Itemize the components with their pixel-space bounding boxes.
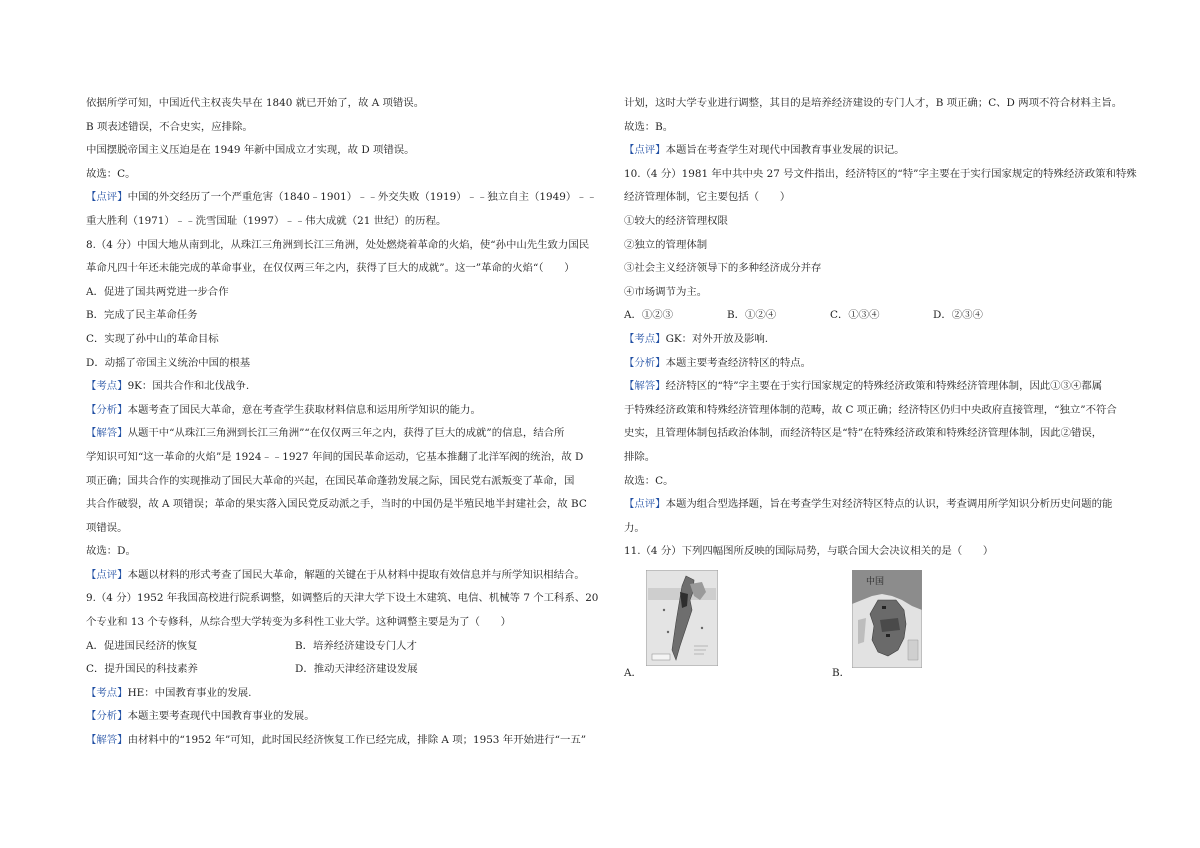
q10-options-row bbox=[624, 304, 1116, 328]
map-a-image bbox=[646, 570, 718, 666]
q8-stem-cont: 革命凡四十年还未能完成的革命事业，在仅仅两三年之内，获得了巨大的成就”。这一”革命的火焰“（ ） bbox=[86, 262, 575, 275]
kaodian-tag: 【考点】 bbox=[86, 380, 128, 393]
q10-jieda bbox=[624, 375, 1116, 399]
q10-option-b: B．①②④ bbox=[727, 309, 777, 322]
q10-option-c: C．①③④ bbox=[830, 309, 880, 322]
jieda-text: 由材料中的“1952 年”可知，此时国民经济恢复工作已经完成，排除 A 项；1953 年开始进行“一五” bbox=[127, 734, 587, 747]
kaodian-text: 9K：国共合作和北伐战争. bbox=[127, 380, 250, 393]
q8-kaodian bbox=[86, 375, 591, 399]
q8-dianping bbox=[86, 564, 591, 588]
kaodian-text: HE：中国教育事业的发展. bbox=[127, 686, 252, 699]
q9-dianping bbox=[624, 139, 1116, 163]
dianping-text: 本题以材料的形式考查了国民大革命，解题的关键在于从材料中提取有效信息并与所学知识相结合。 bbox=[127, 568, 585, 581]
q8-stem: 8.（4 分）中国大地从南到北，从珠江三角洲到长江三角洲，处处燃烧着革命的火焰，使“孙中山先生致力国民 bbox=[86, 238, 590, 251]
fenxi-text: 本题主要考查现代中国教育事业的发展。 bbox=[127, 710, 315, 723]
left-column bbox=[86, 92, 599, 753]
q8-option-a: A．促进了国共两党进一步合作 bbox=[86, 285, 229, 298]
jieda-tag: 【解答】 bbox=[624, 380, 666, 393]
q9-options-row bbox=[86, 658, 591, 682]
q10-option-d: D．②③④ bbox=[933, 309, 983, 322]
dianping-text: 本题为组合型选择题，旨在考查学生对经济特区特点的认识，考查调用所学知识分析历史问题的能 bbox=[665, 498, 1113, 511]
q9-option-b: B．培养经济建设专门人才 bbox=[295, 639, 417, 652]
q10-dianping bbox=[624, 493, 1116, 517]
q8-answer: 故选：D。 bbox=[86, 545, 136, 558]
q10-jieda-cont: 排除。 bbox=[624, 450, 656, 463]
jieda-text: 从题干中“从珠江三角洲到长江三角洲”“在仅仅两三年之内，获得了巨大的成就”的信息，结合所 bbox=[127, 427, 565, 440]
q10-item: ④市场调节为主。 bbox=[624, 285, 708, 298]
fenxi-tag: 【分析】 bbox=[624, 356, 666, 369]
q9-jieda-cont: 计划，这时大学专业进行调整，其目的是培养经济建设的专门人才，B 项正确；C、D 两项不符合材料主旨。 bbox=[624, 97, 1123, 109]
map-b-label: B． bbox=[832, 666, 851, 679]
q8-option-d: D．动摇了帝国主义统治中国的根基 bbox=[86, 356, 251, 369]
q8-option-b: B．完成了民主革命任务 bbox=[86, 309, 198, 322]
q8-option-c: C．实现了孙中山的革命目标 bbox=[86, 332, 219, 345]
q10-answer: 故选：C。 bbox=[624, 474, 674, 487]
comment-tag: 【点评】 bbox=[86, 191, 128, 204]
q11-stem: 11.（4 分）下列四幅图所反映的国际局势，与联合国大会决议相关的是（ ） bbox=[624, 545, 994, 558]
jieda-tag: 【解答】 bbox=[86, 427, 128, 440]
q8-jieda bbox=[86, 422, 591, 446]
fenxi-tag: 【分析】 bbox=[86, 710, 128, 723]
q9-option-d: D．推动天津经济建设发展 bbox=[295, 663, 418, 676]
q10-item: ①较大的经济管理权限 bbox=[624, 214, 728, 227]
q10-option-a: A．①②③ bbox=[624, 309, 674, 322]
text-line: B 项表述错误，不合史实，应排除。 bbox=[86, 120, 253, 133]
q10-stem-cont: 经济管理体制，它主要包括（ ） bbox=[624, 191, 791, 204]
dianping-text: 本题旨在考查学生对现代中国教育事业发展的识记。 bbox=[665, 144, 905, 157]
q10-kaodian bbox=[624, 328, 1116, 352]
q9-option-c: C．提升国民的科技素养 bbox=[86, 663, 198, 676]
map-a-label: A． bbox=[624, 666, 642, 679]
q9-kaodian bbox=[86, 682, 591, 706]
q10-dianping-cont: 力。 bbox=[624, 521, 645, 534]
fenxi-text: 本题考查了国民大革命，意在考查学生获取材料信息和运用所学知识的能力。 bbox=[127, 403, 481, 416]
answer-line: 故选：C。 bbox=[86, 167, 136, 180]
comment-text: 中国的外交经历了一个严重危害（1840﹣1901）﹣﹣外交失败（1919）﹣﹣独立自主（1949）﹣﹣ bbox=[127, 191, 598, 204]
q9-option-a: A．促进国民经济的恢复 bbox=[86, 639, 198, 652]
q7-comment-cont: 重大胜利（1971）﹣﹣洗雪国耻（1997）﹣﹣伟大成就（21 世纪）的历程。 bbox=[86, 214, 447, 227]
q10-jieda-cont: 于特殊经济政策和特殊经济管理体制的范畴，故 C 项正确；经济特区仍归中央政府直接管理，“独立”不符合 bbox=[624, 403, 1117, 416]
q8-fenxi bbox=[86, 399, 591, 423]
fenxi-tag: 【分析】 bbox=[86, 403, 128, 416]
q9-answer: 故选：B。 bbox=[624, 120, 674, 133]
kaodian-tag: 【考点】 bbox=[624, 332, 666, 345]
q8-jieda-cont: 项正确；国共合作的实现推动了国民大革命的兴起，在国民革命蓬勃发展之际，国民党右派叛变了革命，国 bbox=[86, 474, 575, 487]
dianping-tag: 【点评】 bbox=[86, 568, 128, 581]
q10-item: ③社会主义经济领导下的多种经济成分并存 bbox=[624, 262, 822, 275]
map-b-caption: 中国 bbox=[866, 576, 885, 587]
q7-comment bbox=[86, 186, 598, 210]
q9-options-row bbox=[86, 635, 591, 659]
q8-jieda-cont: 学知识可知“这一革命的火焰”是 1924﹣﹣1927 年间的国民革命运动，它基本推翻了北洋军阀的统治，故 D bbox=[86, 450, 584, 463]
dianping-tag: 【点评】 bbox=[624, 144, 666, 157]
q10-stem: 10.（4 分）1981 年中共中央 27 号文件指出，经济特区的“特”字主要在于实行国家规定的特殊经济政策和特殊 bbox=[624, 167, 1137, 180]
q9-fenxi bbox=[86, 705, 591, 729]
text-line: 中国摆脱帝国主义压迫是在 1949 年新中国成立才实现，故 D 项错误。 bbox=[86, 144, 415, 157]
kaodian-tag: 【考点】 bbox=[86, 686, 128, 699]
fenxi-text: 本题主要考查经济特区的特点。 bbox=[665, 356, 812, 369]
jieda-tag: 【解答】 bbox=[86, 734, 128, 747]
q8-jieda-cont: 共合作破裂，故 A 项错误；革命的果实落入国民党反动派之手，当时的中国仍是半殖民地半封建社会，故 BC bbox=[86, 498, 587, 511]
q9-stem-cont: 个专业和 13 个专修科，从综合型大学转变为多科性工业大学。这种调整主要是为了（ ） bbox=[86, 616, 512, 629]
right-column bbox=[624, 92, 1137, 688]
q10-fenxi bbox=[624, 352, 1116, 376]
q9-jieda bbox=[86, 729, 591, 753]
text-line: 依据所学可知，中国近代主权丧失早在 1840 就已开始了，故 A 项错误。 bbox=[86, 97, 425, 109]
q10-jieda-cont: 史实，且管理体制包括政治体制，而经济特区是“特”在特殊经济政策和特殊经济管理体制，因此②错误， bbox=[624, 427, 1103, 440]
q10-item: ②独立的管理体制 bbox=[624, 238, 708, 251]
q8-jieda-cont: 项错误。 bbox=[86, 521, 128, 534]
q11-maps bbox=[624, 568, 1116, 688]
q9-stem: 9.（4 分）1952 年我国高校进行院系调整，如调整后的天津大学下设土木建筑、电信、机械等 7 个工科系、20 bbox=[86, 592, 599, 605]
dianping-tag: 【点评】 bbox=[624, 498, 666, 511]
kaodian-text: GK：对外开放及影响. bbox=[665, 332, 769, 345]
jieda-text: 经济特区的“特”字主要在于实行国家规定的特殊经济政策和特殊经济管理体制，因此①③④都属 bbox=[665, 380, 1103, 393]
map-b-image bbox=[852, 570, 922, 668]
